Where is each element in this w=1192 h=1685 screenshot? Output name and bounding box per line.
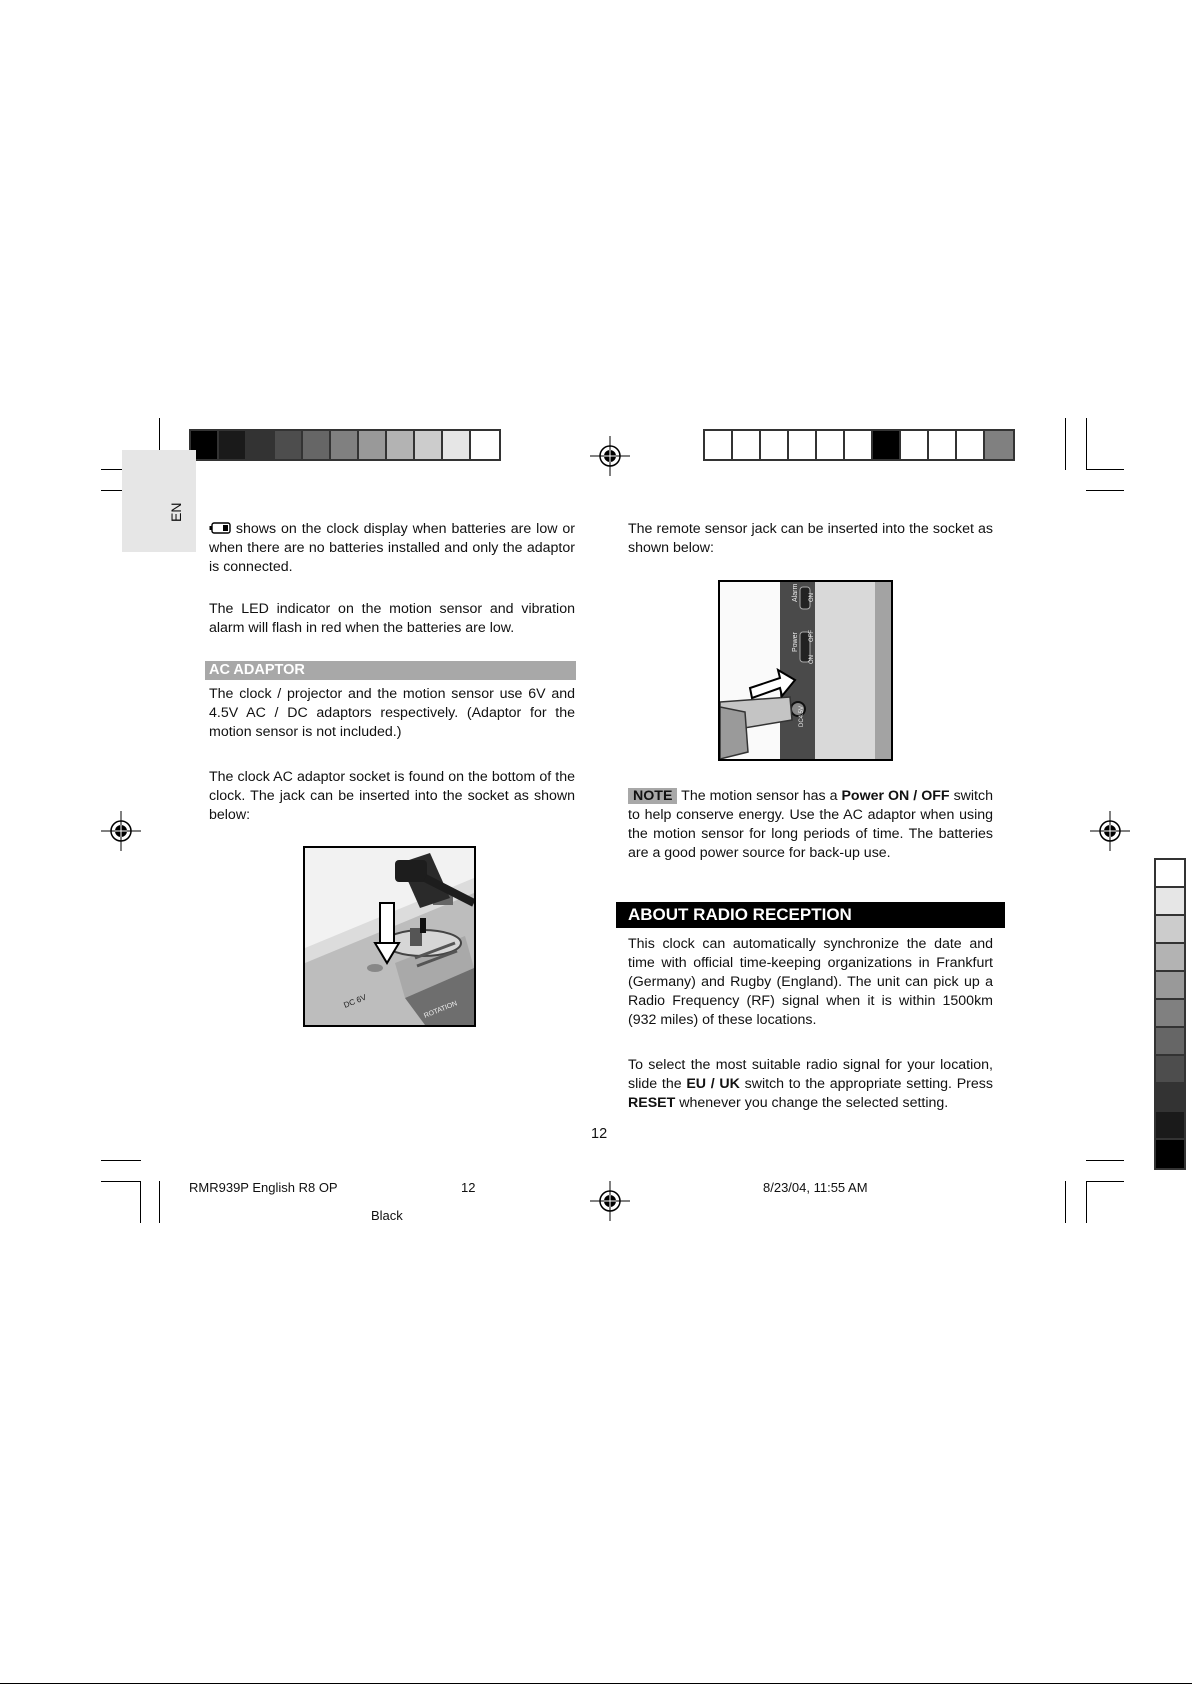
eu-uk-switch-label: EU / UK (686, 1076, 740, 1092)
calibration-swatch (1156, 1112, 1184, 1140)
dc-label: DC 6V (342, 992, 368, 1010)
radio-p2-text-3: whenever you change the selected setting. (679, 1095, 949, 1111)
calibration-swatch (1156, 1140, 1184, 1168)
grayscale-calibration-bar (189, 429, 501, 461)
calibration-swatch (705, 431, 733, 459)
note-paragraph (628, 787, 993, 863)
color-calibration-bar (703, 429, 1015, 461)
reset-label: RESET (628, 1095, 676, 1111)
clock-socket-illustration (305, 848, 474, 1025)
calibration-swatch (1156, 972, 1184, 1000)
calibration-swatch (387, 431, 415, 459)
registration-mark-icon (590, 436, 630, 476)
calibration-swatch (1156, 1028, 1184, 1056)
calibration-swatch (845, 431, 873, 459)
calibration-swatch (331, 431, 359, 459)
clock-socket-figure (303, 846, 476, 1027)
calibration-swatch (1156, 944, 1184, 972)
radio-paragraph-2 (628, 1056, 993, 1113)
calibration-swatch (443, 431, 471, 459)
calibration-swatch (471, 431, 499, 459)
led-paragraph: The LED indicator on the motion sensor and vibration alarm will flash in red when the batteries are low. (209, 601, 575, 636)
page-number: 12 (591, 1126, 608, 1142)
language-tab (122, 450, 196, 552)
print-file-name: RMR939P English R8 OP (189, 1180, 338, 1195)
calibration-swatch (359, 431, 387, 459)
radio-p2-text-2: switch to the appropriate setting. Press (744, 1076, 993, 1092)
dc-4-5v-label: DC4.5V (799, 705, 805, 727)
registration-mark-icon (101, 811, 141, 851)
calibration-swatch (1156, 1056, 1184, 1084)
power-label: Power (792, 632, 799, 652)
alarm-label: Alarm (792, 583, 799, 602)
calibration-swatch (761, 431, 789, 459)
calibration-swatch (817, 431, 845, 459)
calibration-swatch (303, 431, 331, 459)
off-label: OFF (809, 630, 815, 642)
remote-sensor-paragraph: The remote sensor jack can be inserted into the socket as shown below: (628, 521, 993, 556)
on-top-label: ON (809, 593, 815, 602)
calibration-swatch (1156, 860, 1184, 888)
calibration-swatch (1156, 1000, 1184, 1028)
vertical-calibration-bar (1154, 858, 1186, 1170)
print-timestamp: 8/23/04, 11:55 AM (763, 1180, 868, 1195)
calibration-swatch (1156, 916, 1184, 944)
ac-adaptor-paragraph-2: The clock AC adaptor socket is found on the bottom of the clock. The jack can be inserted into the socket as shown below: (209, 769, 575, 823)
print-plate-name: Black (371, 1208, 403, 1223)
calibration-swatch (415, 431, 443, 459)
calibration-swatch (275, 431, 303, 459)
battery-low-icon (209, 522, 231, 534)
calibration-swatch (789, 431, 817, 459)
calibration-swatch (1156, 1084, 1184, 1112)
on-label: ON (809, 655, 815, 664)
calibration-swatch (901, 431, 929, 459)
calibration-swatch (1156, 888, 1184, 916)
note-badge: NOTE (628, 788, 677, 804)
motion-sensor-figure (718, 580, 893, 761)
radio-paragraph-1: This clock can automatically synchronize the date and time with official time-keeping organizations in Frankfurt (Germany) and Rugby (England). The unit can pick up a Radio Frequency (RF) signal when it is within 1500km (932 miles) of these locations. (628, 936, 993, 1028)
rotation-label: ROTATION (423, 1000, 459, 1020)
power-switch-label: Power ON / OFF (841, 788, 950, 804)
radio-reception-heading: ABOUT RADIO RECEPTION (616, 902, 1005, 928)
calibration-swatch (929, 431, 957, 459)
calibration-swatch (873, 431, 901, 459)
language-label: EN (168, 502, 184, 522)
battery-paragraph-text: shows on the clock display when batteries are low or when there are no batteries installed and only the adaptor is connected. (209, 521, 575, 575)
battery-paragraph (209, 520, 575, 577)
calibration-swatch (957, 431, 985, 459)
calibration-swatch (247, 431, 275, 459)
ac-adaptor-heading: AC ADAPTOR (205, 661, 576, 680)
motion-sensor-illustration (720, 582, 891, 759)
calibration-swatch (733, 431, 761, 459)
calibration-swatch (219, 431, 247, 459)
calibration-swatch (985, 431, 1013, 459)
note-text-2: switch to help conserve energy. Use the AC adaptor when using the motion sensor for long periods of time. The batteries are a good power source for back-up use. (628, 788, 993, 861)
ac-adaptor-paragraph-1: The clock / projector and the motion sensor use 6V and 4.5V AC / DC adaptors respectively. (Adaptor for the motion sensor is not included.) (209, 686, 575, 740)
radio-p2-text-1: To select the most suitable radio signal for your location, slide the (628, 1057, 993, 1092)
note-text-1: The motion sensor has a (681, 788, 838, 804)
registration-mark-icon (1090, 811, 1130, 851)
print-page-number: 12 (461, 1180, 476, 1195)
registration-mark-icon (590, 1181, 630, 1221)
